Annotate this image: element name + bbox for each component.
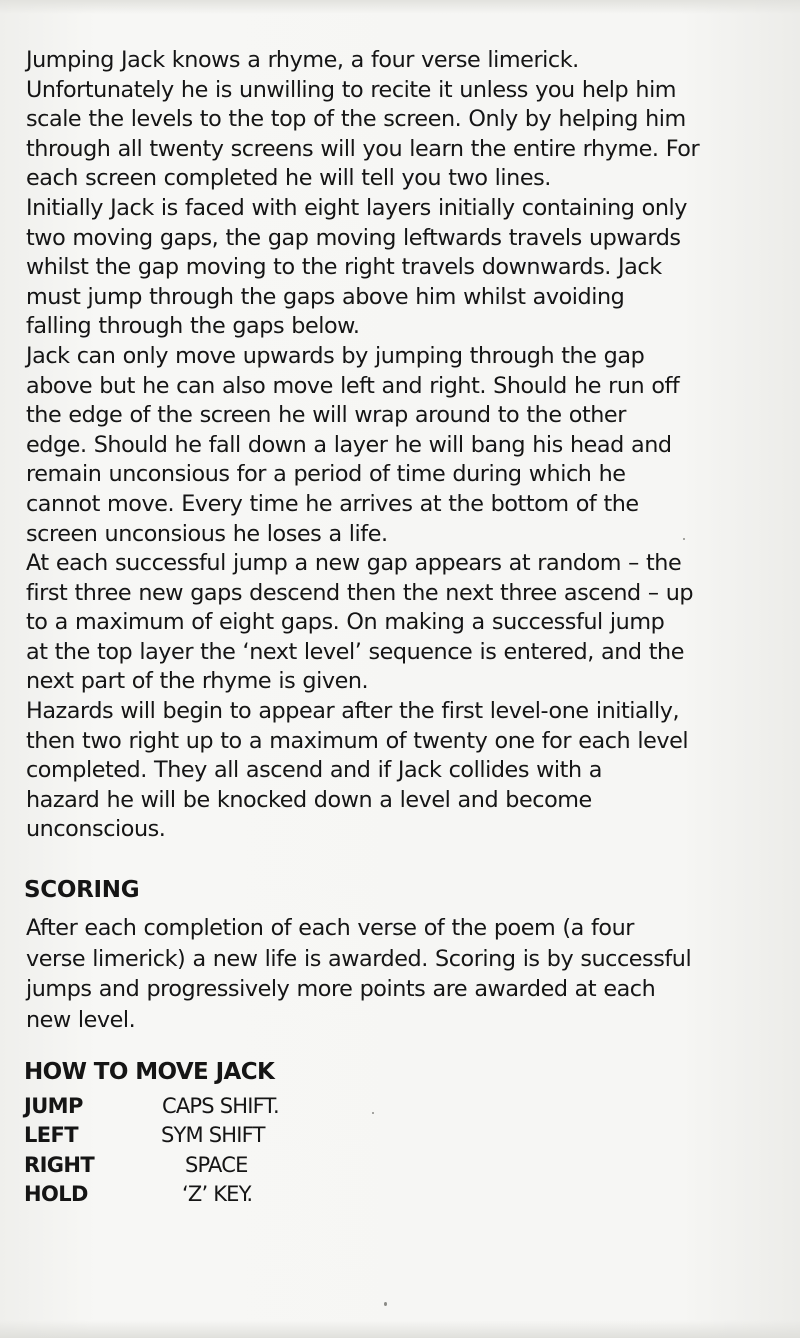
text-line: After each completion of each verse of the poem (a four <box>26 915 634 941</box>
text-line: Initially Jack is faced with eight layers initially containing only <box>26 194 688 221</box>
text-line: two moving gaps, the gap moving leftwards travels upwards <box>26 224 681 251</box>
text-line: Jumping Jack knows a rhyme, a four verse limerick. <box>26 47 579 73</box>
control-value: SPACE <box>185 1152 248 1177</box>
paragraph-hazards <box>26 697 790 845</box>
page-edge-top <box>0 0 800 14</box>
paragraph-gaps <box>26 549 790 697</box>
text-line: new level. <box>26 1006 136 1033</box>
text-line: first three new gaps descend then the next three ascend – up <box>26 579 694 606</box>
control-key: LEFT <box>24 1123 78 1148</box>
text-line: at the top layer the ‘next level’ sequence is entered, and the <box>26 638 684 665</box>
control-row-right <box>24 1151 424 1180</box>
text-line: next part of the rhyme is given. <box>26 668 369 695</box>
text-line: then two right up to a maximum of twenty one for each level <box>26 727 689 754</box>
text-line: unconscious. <box>26 816 166 843</box>
text-line: cannot move. Every time he arrives at the bottom of the <box>26 490 639 517</box>
text-line: falling through the gaps below. <box>26 313 360 340</box>
control-value: CAPS SHIFT. <box>162 1094 279 1118</box>
text-line: remain unconsious for a period of time during which he <box>26 461 626 488</box>
text-line: At each successful jump a new gap appears at random – the <box>26 550 682 577</box>
page-edge-bottom <box>0 1320 800 1338</box>
control-row-left <box>24 1121 424 1150</box>
control-value: ‘Z’ KEY. <box>182 1182 253 1207</box>
control-value: SYM SHIFT <box>161 1123 265 1148</box>
text-line: completed. They all ascend and if Jack collides with a <box>26 757 602 784</box>
text-line: whilst the gap moving to the right travels downwards. Jack <box>26 254 662 281</box>
text-line: to a maximum of eight gaps. On making a successful jump <box>26 609 665 636</box>
text-line: the edge of the screen he will wrap around to the other <box>26 402 626 429</box>
control-key: HOLD <box>24 1182 88 1207</box>
text-line: screen unconsious he loses a life. <box>26 520 388 547</box>
control-row-jump <box>24 1092 424 1121</box>
scoring-paragraph <box>26 913 790 1035</box>
control-key: JUMP <box>24 1094 83 1118</box>
scoring-heading: SCORING <box>24 877 140 903</box>
text-line: Jack can only move upwards by jumping through the gap <box>26 342 645 369</box>
controls-table <box>24 1092 424 1210</box>
text-line: edge. Should he fall down a layer he will bang his head and <box>26 431 672 458</box>
control-row-hold <box>24 1180 424 1209</box>
text-line: Unfortunately he is unwilling to recite it unless you help him <box>26 76 677 103</box>
instructions-body <box>26 46 790 845</box>
paper-speck <box>683 538 685 540</box>
text-line: hazard he will be knocked down a level and become <box>26 786 592 813</box>
text-line: above but he can also move left and right. Should he run off <box>26 372 680 399</box>
text-line: verse limerick) a new life is awarded. Scoring is by successful <box>26 945 692 972</box>
controls-heading: HOW TO MOVE JACK <box>24 1059 275 1085</box>
text-line: jumps and progressively more points are awarded at each <box>26 976 656 1002</box>
paragraph-intro <box>26 46 790 194</box>
paragraph-layers <box>26 194 790 342</box>
paper-speck <box>384 1302 387 1306</box>
control-key: RIGHT <box>24 1152 95 1177</box>
text-line: Hazards will begin to appear after the first level-one initially, <box>26 698 680 725</box>
paragraph-movement <box>26 342 790 549</box>
text-line: scale the levels to the top of the screen. Only by helping him <box>26 106 686 133</box>
text-line: each screen completed he will tell you two lines. <box>26 165 551 192</box>
paper-speck <box>372 1112 374 1114</box>
text-line: through all twenty screens will you learn the entire rhyme. For <box>26 135 700 162</box>
text-line: must jump through the gaps above him whilst avoiding <box>26 283 625 310</box>
